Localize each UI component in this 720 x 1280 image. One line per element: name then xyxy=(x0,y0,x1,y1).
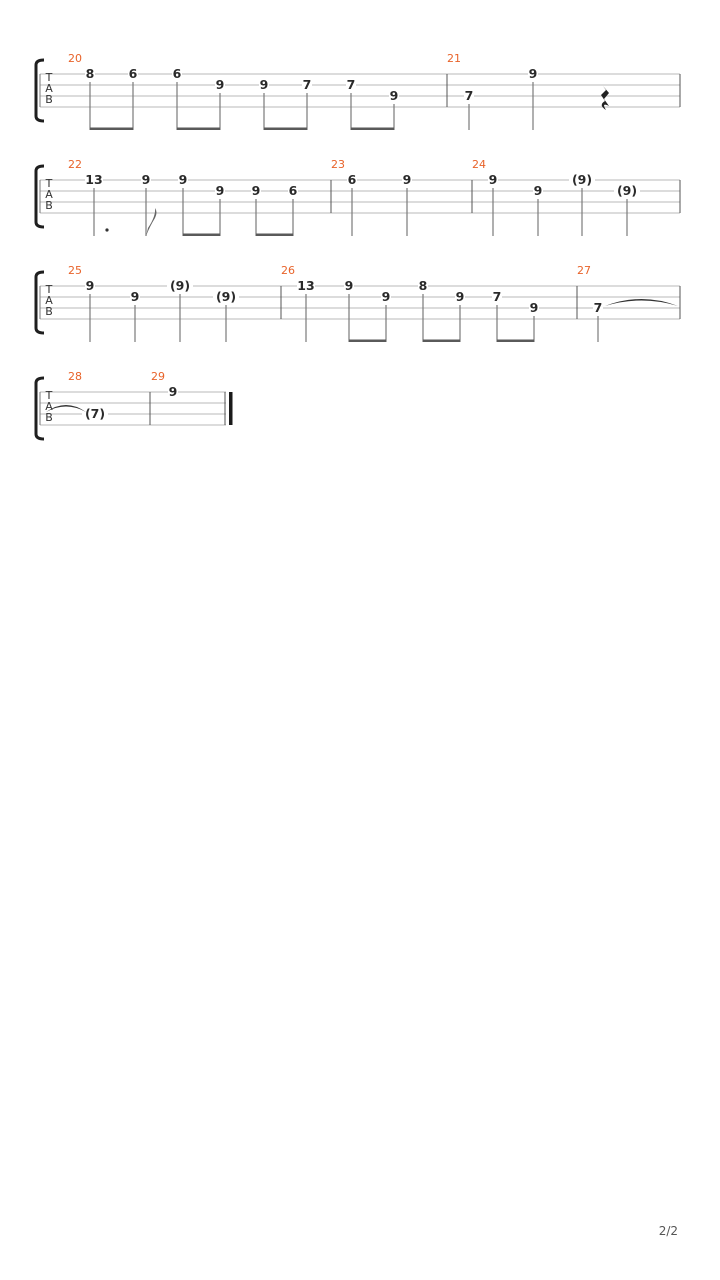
tab-clef-letter: T xyxy=(45,283,53,296)
fret-number: 9 xyxy=(488,172,498,187)
fret-number: 9 xyxy=(259,77,269,92)
dot xyxy=(105,228,108,231)
tab-clef-letter: B xyxy=(45,411,53,424)
fret-number: 6 xyxy=(347,172,357,187)
measure-number: 21 xyxy=(447,52,461,65)
fret-number: 6 xyxy=(128,66,138,81)
fret-number: (7) xyxy=(84,406,106,421)
fret-number: 9 xyxy=(381,289,391,304)
fret-number: (9) xyxy=(571,172,593,187)
fret-number: 7 xyxy=(593,300,603,315)
measure-number: 22 xyxy=(68,158,82,171)
fret-number: 8 xyxy=(85,66,95,81)
fret-number: 9 xyxy=(344,278,354,293)
fret-number: 9 xyxy=(533,183,543,198)
fret-number: 9 xyxy=(215,77,225,92)
note-beam xyxy=(177,128,220,131)
fret-number: 9 xyxy=(168,384,178,399)
tab-system xyxy=(36,158,680,236)
tab-clef-letter: A xyxy=(45,294,53,307)
tab-clef-letter: B xyxy=(45,199,53,212)
fret-number: 9 xyxy=(529,300,539,315)
note-beam xyxy=(497,340,534,343)
fret-number: (9) xyxy=(616,183,638,198)
note-beam xyxy=(423,340,460,343)
note-beam xyxy=(183,234,220,237)
fret-number: 9 xyxy=(528,66,538,81)
fret-number: 6 xyxy=(288,183,298,198)
note-beam xyxy=(351,128,394,131)
fret-number: 7 xyxy=(464,88,474,103)
tab-clef-letter: B xyxy=(45,305,53,318)
note-beam xyxy=(264,128,307,131)
fret-number: (9) xyxy=(215,289,237,304)
measure-number: 28 xyxy=(68,370,82,383)
measure-number: 24 xyxy=(472,158,486,171)
measure-number: 26 xyxy=(281,264,295,277)
measure-number: 20 xyxy=(68,52,82,65)
fret-number: 9 xyxy=(141,172,151,187)
tab-clef-letter: T xyxy=(45,177,53,190)
fret-number: 7 xyxy=(346,77,356,92)
fret-number: 9 xyxy=(402,172,412,187)
fret-number: 9 xyxy=(215,183,225,198)
fret-number: 9 xyxy=(251,183,261,198)
fret-number: 9 xyxy=(178,172,188,187)
measure-number: 29 xyxy=(151,370,165,383)
quarter-rest xyxy=(601,86,609,110)
fret-number: (9) xyxy=(169,278,191,293)
fret-number: 7 xyxy=(492,289,502,304)
page-number: 2/2 xyxy=(658,1224,678,1238)
tab-system xyxy=(36,52,680,130)
fret-number: 8 xyxy=(418,278,428,293)
tab-clef-letter: A xyxy=(45,82,53,95)
fret-number: 13 xyxy=(85,172,103,187)
fret-number: 9 xyxy=(455,289,465,304)
final-barline-thick xyxy=(229,392,233,425)
note-beam xyxy=(256,234,293,237)
measure-number: 27 xyxy=(577,264,591,277)
note-beam xyxy=(90,128,133,131)
tab-system xyxy=(36,370,233,439)
measure-number: 25 xyxy=(68,264,82,277)
measure-number: 23 xyxy=(331,158,345,171)
tab-clef-letter: A xyxy=(45,188,53,201)
fret-number: 7 xyxy=(302,77,312,92)
tab-clef-letter: T xyxy=(45,71,53,84)
fret-number: 9 xyxy=(389,88,399,103)
eighth-flag xyxy=(146,208,157,236)
tab-system xyxy=(36,264,680,342)
tab-clef-letter: T xyxy=(45,389,53,402)
fret-number: 13 xyxy=(297,278,315,293)
fret-number: 6 xyxy=(172,66,182,81)
fret-number: 9 xyxy=(130,289,140,304)
fret-number: 9 xyxy=(85,278,95,293)
note-beam xyxy=(349,340,386,343)
tab-clef-letter: A xyxy=(45,400,53,413)
tab-clef-letter: B xyxy=(45,93,53,106)
tie-arc xyxy=(605,299,678,306)
